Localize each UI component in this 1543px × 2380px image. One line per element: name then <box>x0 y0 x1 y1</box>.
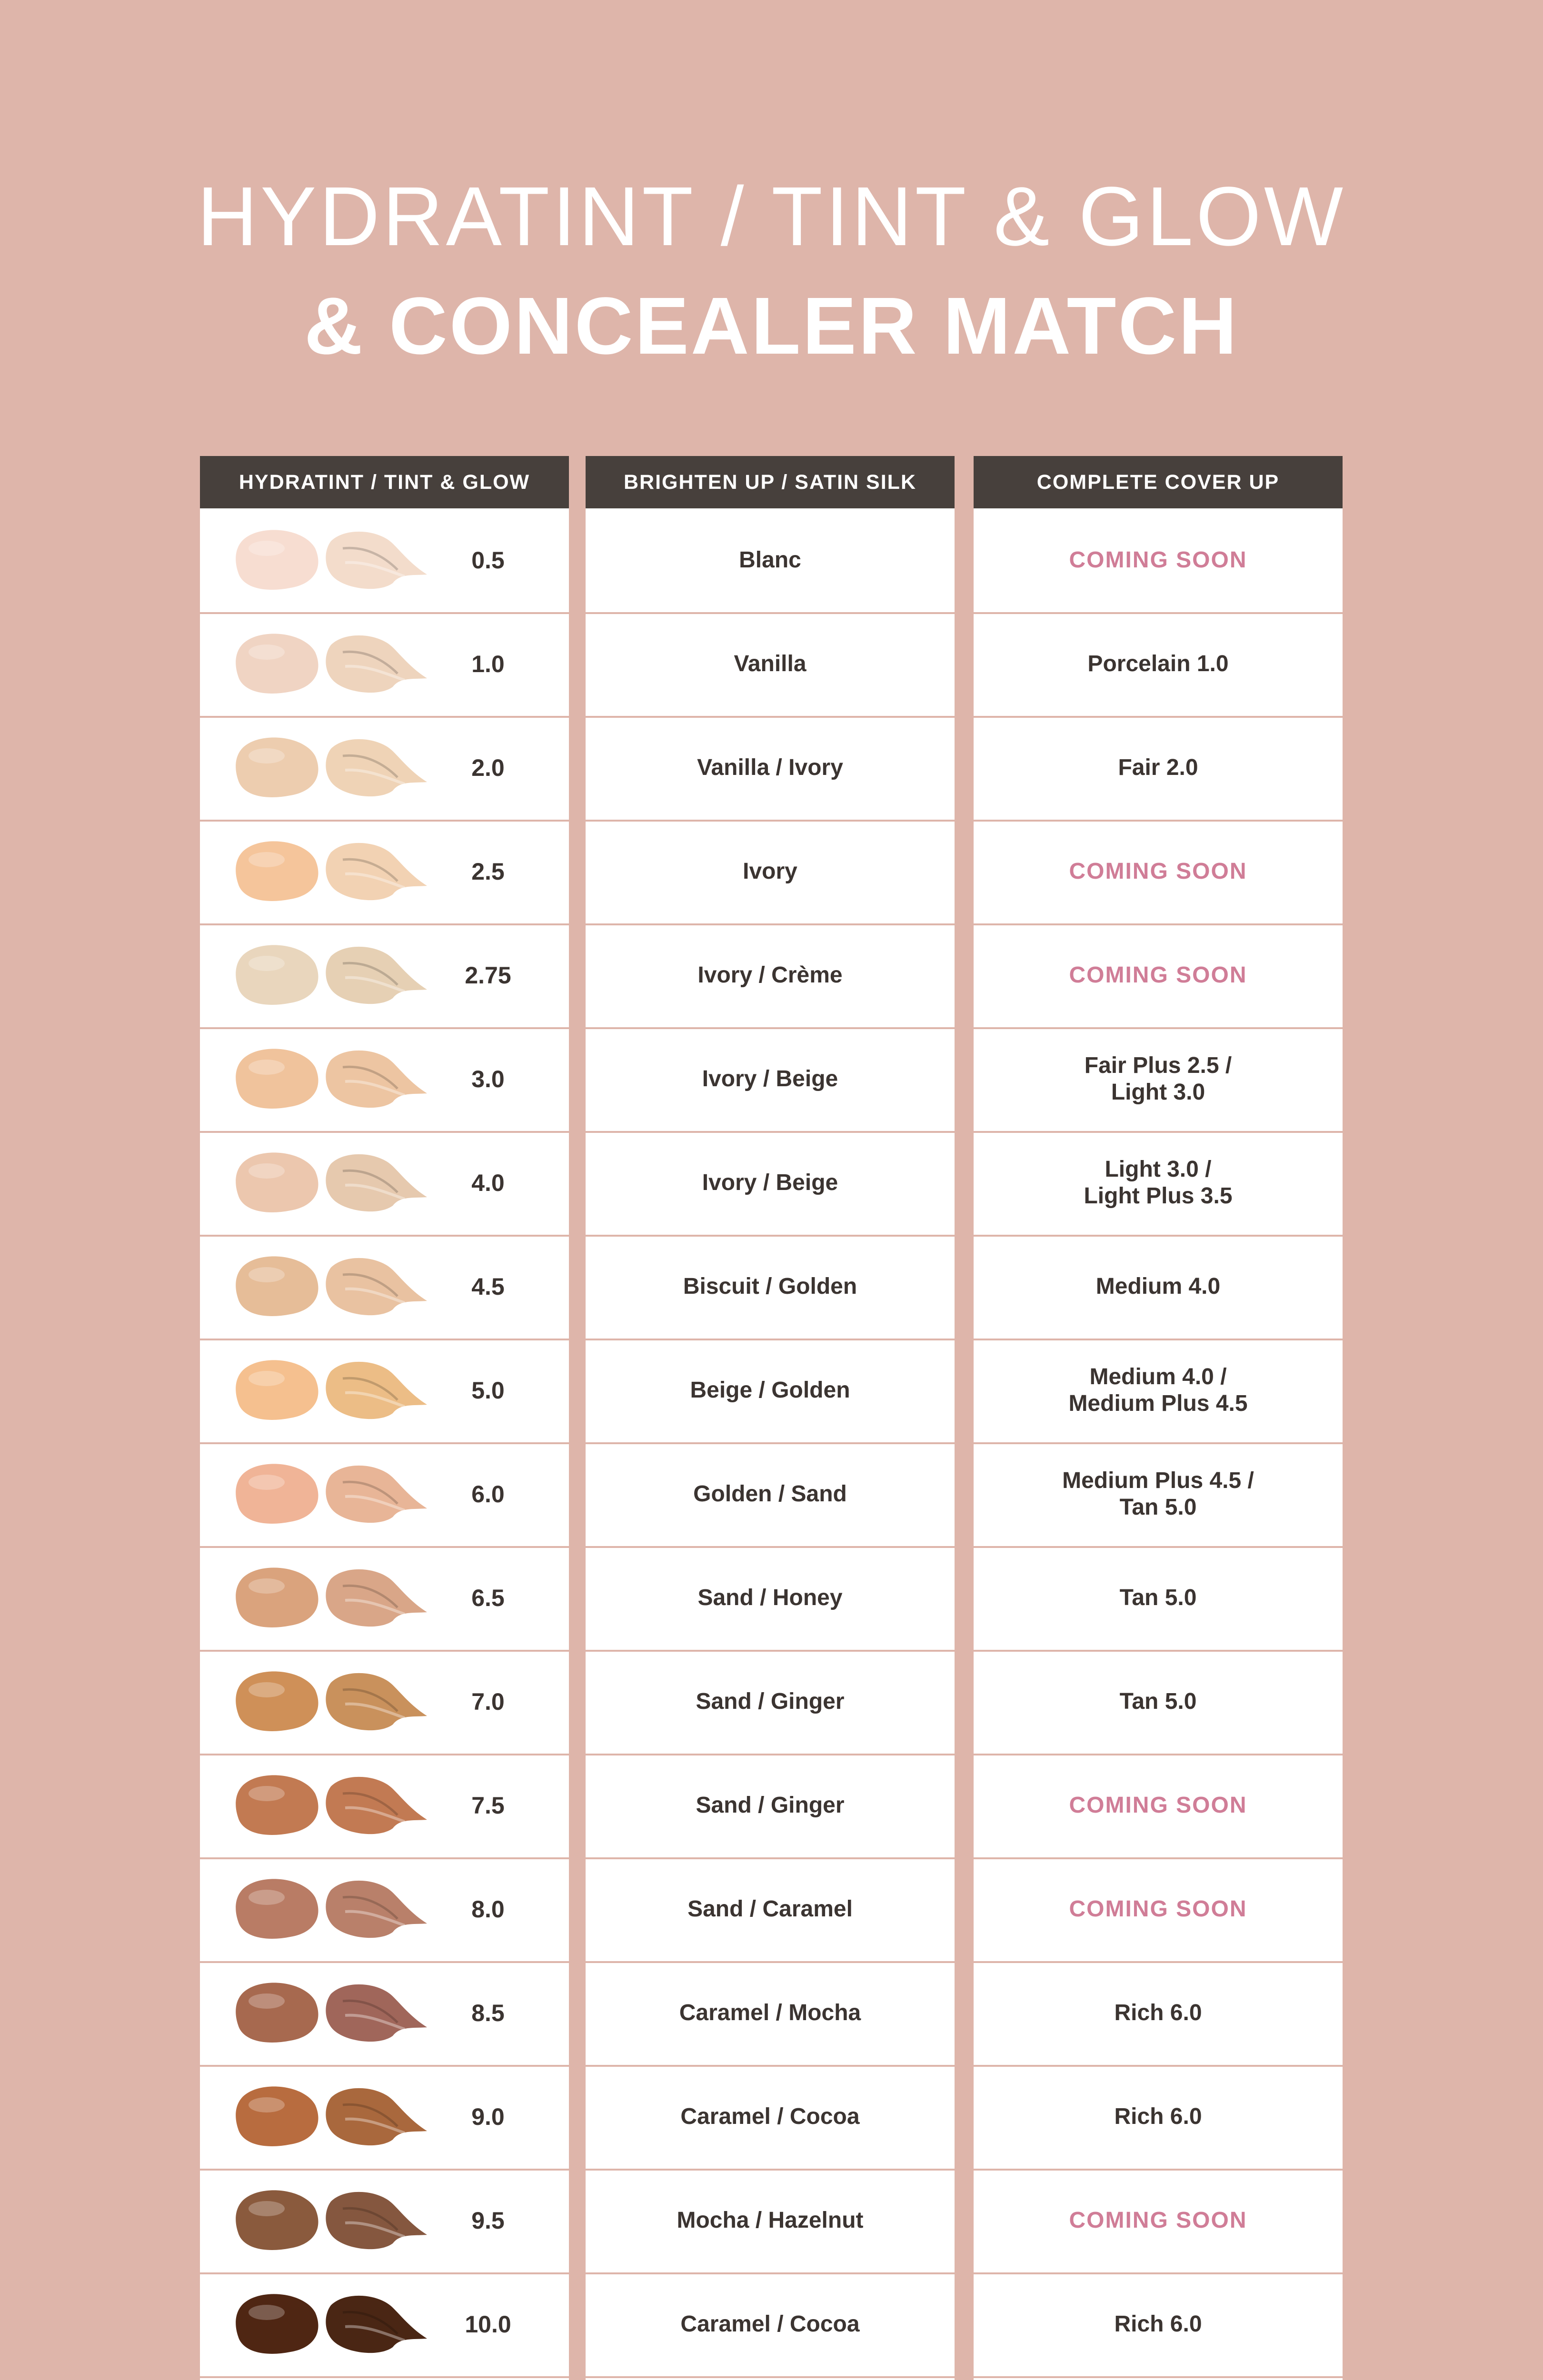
shade-cell <box>200 1961 569 2065</box>
hydratint-column-header: HYDRATINT / TINT & GLOW <box>200 456 569 508</box>
shade-cell <box>200 1546 569 1650</box>
coming-soon-label <box>974 2376 1343 2380</box>
brighten-match: Vanilla / Ivory <box>586 716 955 820</box>
cover-match: Light 3.0 / Light Plus 3.5 <box>974 1131 1343 1235</box>
shade-number: 2.5 <box>471 858 505 885</box>
shade-swatches <box>233 1772 433 1839</box>
shade-cell <box>200 2065 569 2169</box>
coming-soon-label: COMING SOON <box>974 508 1343 612</box>
shade-number: 3.0 <box>471 1066 505 1092</box>
shade-swatches <box>233 1046 433 1112</box>
swatch-swirl <box>321 1876 428 1943</box>
shade-cell <box>200 2169 569 2272</box>
brighten-match: Caramel / Cocoa <box>586 2272 955 2376</box>
swatch-blob <box>233 1461 321 1527</box>
swatch-blob <box>233 1565 321 1631</box>
cover-match: Rich 6.0 <box>974 2272 1343 2376</box>
brighten-match: Caramel / Cocoa <box>586 2065 955 2169</box>
shade-cell <box>200 1857 569 1961</box>
cover-column-header: COMPLETE COVER UP <box>974 456 1343 508</box>
swatch-swirl <box>321 527 428 594</box>
swatch-blob <box>233 1980 321 2046</box>
shade-swatches <box>233 1150 433 1216</box>
swatch-swirl <box>321 734 428 801</box>
shade-swatches <box>233 1461 433 1527</box>
shade-swatches <box>233 942 433 1009</box>
shade-swatches <box>233 1876 433 1943</box>
swatch-swirl <box>321 1565 428 1631</box>
swatch-blob <box>233 1046 321 1112</box>
swatch-blob <box>233 1668 321 1735</box>
brighten-match: Blanc <box>586 508 955 612</box>
shade-cell <box>200 508 569 612</box>
shade-cell <box>200 820 569 923</box>
hydratint-column <box>200 456 569 2380</box>
swatch-blob <box>233 1772 321 1839</box>
swatch-swirl <box>321 1150 428 1216</box>
swatch-swirl <box>321 942 428 1009</box>
cover-match: Medium 4.0 / Medium Plus 4.5 <box>974 1339 1343 1442</box>
swatch-blob <box>233 631 321 697</box>
cover-match: Fair 2.0 <box>974 716 1343 820</box>
shade-number: 6.5 <box>471 1585 505 1611</box>
shade-cell <box>200 612 569 716</box>
shade-number: 9.5 <box>471 2207 505 2234</box>
shade-swatches <box>233 631 433 697</box>
page-title: HYDRATINT / TINT & GLOW <box>197 170 1346 263</box>
cover-match: Medium Plus 4.5 / Tan 5.0 <box>974 1442 1343 1546</box>
shade-cell <box>200 1442 569 1546</box>
shade-number: 7.0 <box>471 1688 505 1715</box>
cover-match: Rich 6.0 <box>974 1961 1343 2065</box>
shade-number: 2.0 <box>471 754 505 781</box>
shade-cell <box>200 716 569 820</box>
swatch-swirl <box>321 838 428 905</box>
shade-number: 0.5 <box>471 547 505 574</box>
brighten-match: Vanilla <box>586 612 955 716</box>
swatch-swirl <box>321 1461 428 1527</box>
shade-number: 1.0 <box>471 651 505 677</box>
shade-number: 8.0 <box>471 1896 505 1923</box>
shade-number: 8.5 <box>471 2000 505 2026</box>
coming-soon-label: COMING SOON <box>974 1857 1343 1961</box>
shade-cell <box>200 1131 569 1235</box>
swatch-blob <box>233 2187 321 2254</box>
swatch-swirl <box>321 1046 428 1112</box>
swatch-blob <box>233 734 321 801</box>
swatch-blob <box>233 527 321 594</box>
shade-swatches <box>233 2291 433 2358</box>
shade-cell <box>200 1027 569 1131</box>
swatch-swirl <box>321 1357 428 1424</box>
swatch-blob <box>233 1357 321 1424</box>
brighten-match: Sand / Ginger <box>586 1650 955 1754</box>
coming-soon-label: COMING SOON <box>974 820 1343 923</box>
brighten-match: Ivory <box>586 820 955 923</box>
shade-cell <box>200 923 569 1027</box>
shade-swatches <box>233 1357 433 1424</box>
shade-swatches <box>233 2187 433 2254</box>
cover-match: Porcelain 1.0 <box>974 612 1343 716</box>
shade-number: 4.0 <box>471 1170 505 1196</box>
swatch-swirl <box>321 1668 428 1735</box>
shade-number: 5.0 <box>471 1377 505 1404</box>
swatch-swirl <box>321 1253 428 1320</box>
brighten-match: Sand / Caramel <box>586 1857 955 1961</box>
shade-cell <box>200 1754 569 1857</box>
brighten-match: Ivory / Beige <box>586 1131 955 1235</box>
cover-match: Tan 5.0 <box>974 1546 1343 1650</box>
shade-number: 9.0 <box>471 2103 505 2130</box>
cover-match: Fair Plus 2.5 / Light 3.0 <box>974 1027 1343 1131</box>
swatch-blob <box>233 1150 321 1216</box>
shade-swatches <box>233 1253 433 1320</box>
cover-match: Rich 6.0 <box>974 2065 1343 2169</box>
coming-soon-label: COMING SOON <box>974 923 1343 1027</box>
shade-cell <box>200 1650 569 1754</box>
shade-number: 10.0 <box>465 2311 511 2338</box>
cover-column <box>974 456 1343 2380</box>
brighten-column-header: BRIGHTEN UP / SATIN SILK <box>586 456 955 508</box>
shade-number: 2.75 <box>465 962 511 989</box>
swatch-swirl <box>321 2187 428 2254</box>
brighten-match <box>586 2376 955 2380</box>
shade-cell <box>200 1235 569 1339</box>
cover-match: Tan 5.0 <box>974 1650 1343 1754</box>
swatch-blob <box>233 1876 321 1943</box>
shade-swatches <box>233 527 433 594</box>
cover-match: Medium 4.0 <box>974 1235 1343 1339</box>
shade-number: 7.5 <box>471 1792 505 1819</box>
coming-soon-label: COMING SOON <box>974 2169 1343 2272</box>
coming-soon-label: COMING SOON <box>974 1754 1343 1857</box>
brighten-match: Golden / Sand <box>586 1442 955 1546</box>
brighten-match: Ivory / Beige <box>586 1027 955 1131</box>
brighten-match: Caramel / Mocha <box>586 1961 955 2065</box>
shade-number: 4.5 <box>471 1273 505 1300</box>
brighten-match: Sand / Honey <box>586 1546 955 1650</box>
swatch-blob <box>233 2291 321 2358</box>
swatch-swirl <box>321 2083 428 2150</box>
shade-cell <box>200 2272 569 2376</box>
shade-swatches <box>233 838 433 905</box>
shade-swatches <box>233 1565 433 1631</box>
swatch-swirl <box>321 2291 428 2358</box>
shade-swatches <box>233 2083 433 2150</box>
swatch-blob <box>233 2083 321 2150</box>
shade-swatches <box>233 1980 433 2046</box>
swatch-blob <box>233 838 321 905</box>
swatch-swirl <box>321 631 428 697</box>
brighten-match: Beige / Golden <box>586 1339 955 1442</box>
brighten-match: Sand / Ginger <box>586 1754 955 1857</box>
brighten-match: Ivory / Crème <box>586 923 955 1027</box>
swatch-blob <box>233 942 321 1009</box>
page-subtitle: & CONCEALER MATCH <box>304 281 1239 371</box>
swatch-swirl <box>321 1980 428 2046</box>
shade-cell <box>200 2376 569 2380</box>
brighten-match: Biscuit / Golden <box>586 1235 955 1339</box>
brighten-match: Mocha / Hazelnut <box>586 2169 955 2272</box>
shade-swatches <box>233 734 433 801</box>
swatch-blob <box>233 1253 321 1320</box>
swatch-swirl <box>321 1772 428 1839</box>
shade-number: 6.0 <box>471 1481 505 1507</box>
brighten-column <box>586 456 955 2380</box>
shade-cell <box>200 1339 569 1442</box>
shade-swatches <box>233 1668 433 1735</box>
